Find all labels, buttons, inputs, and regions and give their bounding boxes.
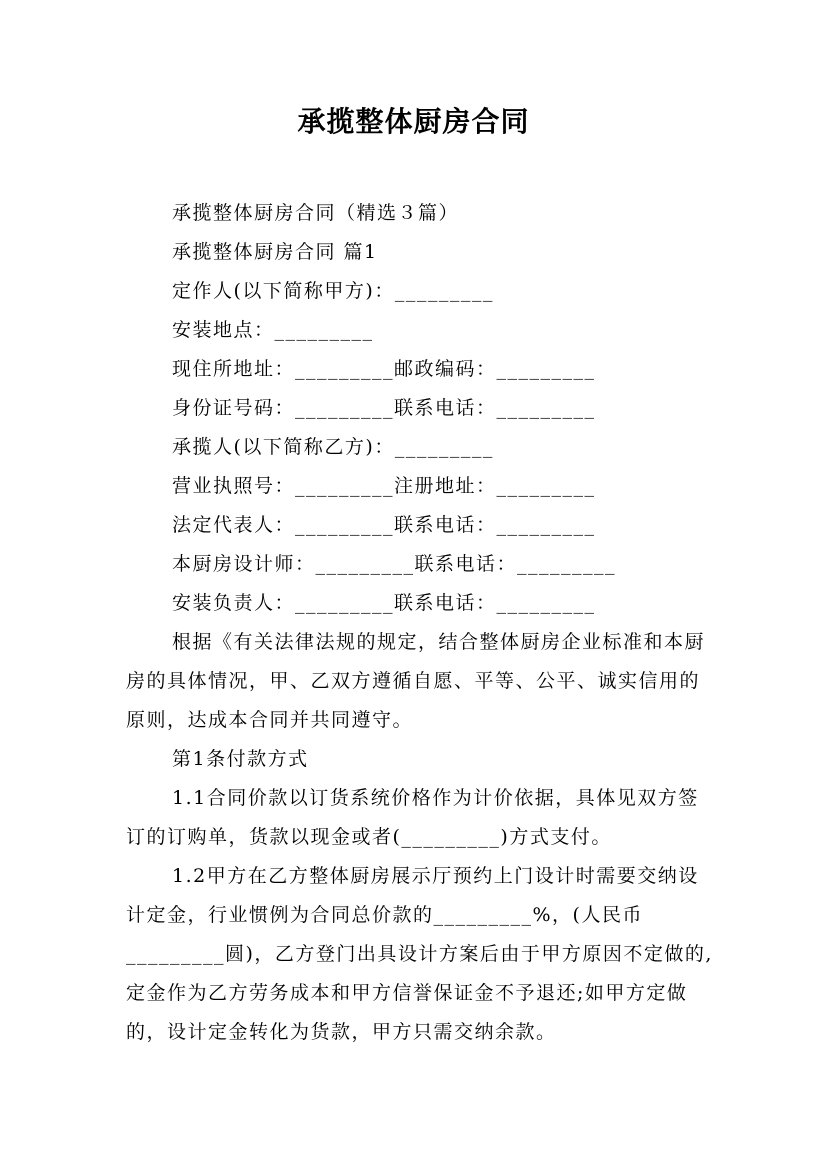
paragraph-designer: 本厨房设计师：_________联系电话：_________ [172, 553, 617, 575]
paragraph-party-b: 承揽人(以下简称乙方)：_________ [172, 436, 494, 458]
paragraph-install-manager: 安装负责人：_________联系电话：_________ [172, 592, 596, 614]
paragraph-article-1-heading: 第1条付款方式 [172, 748, 309, 770]
paragraph-party-a: 定作人(以下简称甲方)：_________ [172, 280, 494, 302]
paragraph-legal-rep: 法定代表人：_________联系电话：_________ [172, 514, 596, 536]
paragraph-clause-1-2: 1.2甲方在乙方整体厨房展示厅预约上门设计时需要交纳设计定金，行业惯例为合同总价款的_________%，(人民币_________圆)，乙方登门出具设计方案后由于甲方原因不定做的,定金作为乙方劳务成本和甲方信誉保证金不予退还;如甲方定做的，设计定金转化为货款，甲方只需交纳余款。 [126, 865, 713, 1043]
paragraph-id-number: 身份证号码：_________联系电话：_________ [172, 397, 596, 419]
paragraph-install-location: 安装地点：_________ [172, 319, 374, 341]
paragraph-subtitle: 承揽整体厨房合同（精选３篇） [172, 202, 460, 224]
paragraph-clause-1-1: 1.1合同价款以订货系统价格作为计价依据，具体见双方签订的订购单，货款以现金或者(_________)方式支付。 [126, 787, 699, 848]
paragraph-address: 现住所地址：_________邮政编码：_________ [172, 358, 596, 380]
document-title: 承揽整体厨房合同 [297, 105, 530, 138]
paragraph-preamble: 根据《有关法律法规的规定，结合整体厨房企业标准和本厨房的具体情况，甲、乙双方遵循自愿、平等、公平、诚实信用的原则，达成本合同并共同遵守。 [126, 631, 706, 731]
paragraph-business-license: 营业执照号：_________注册地址：_________ [172, 475, 596, 497]
paragraph-section-heading: 承揽整体厨房合同 篇1 [172, 241, 378, 263]
